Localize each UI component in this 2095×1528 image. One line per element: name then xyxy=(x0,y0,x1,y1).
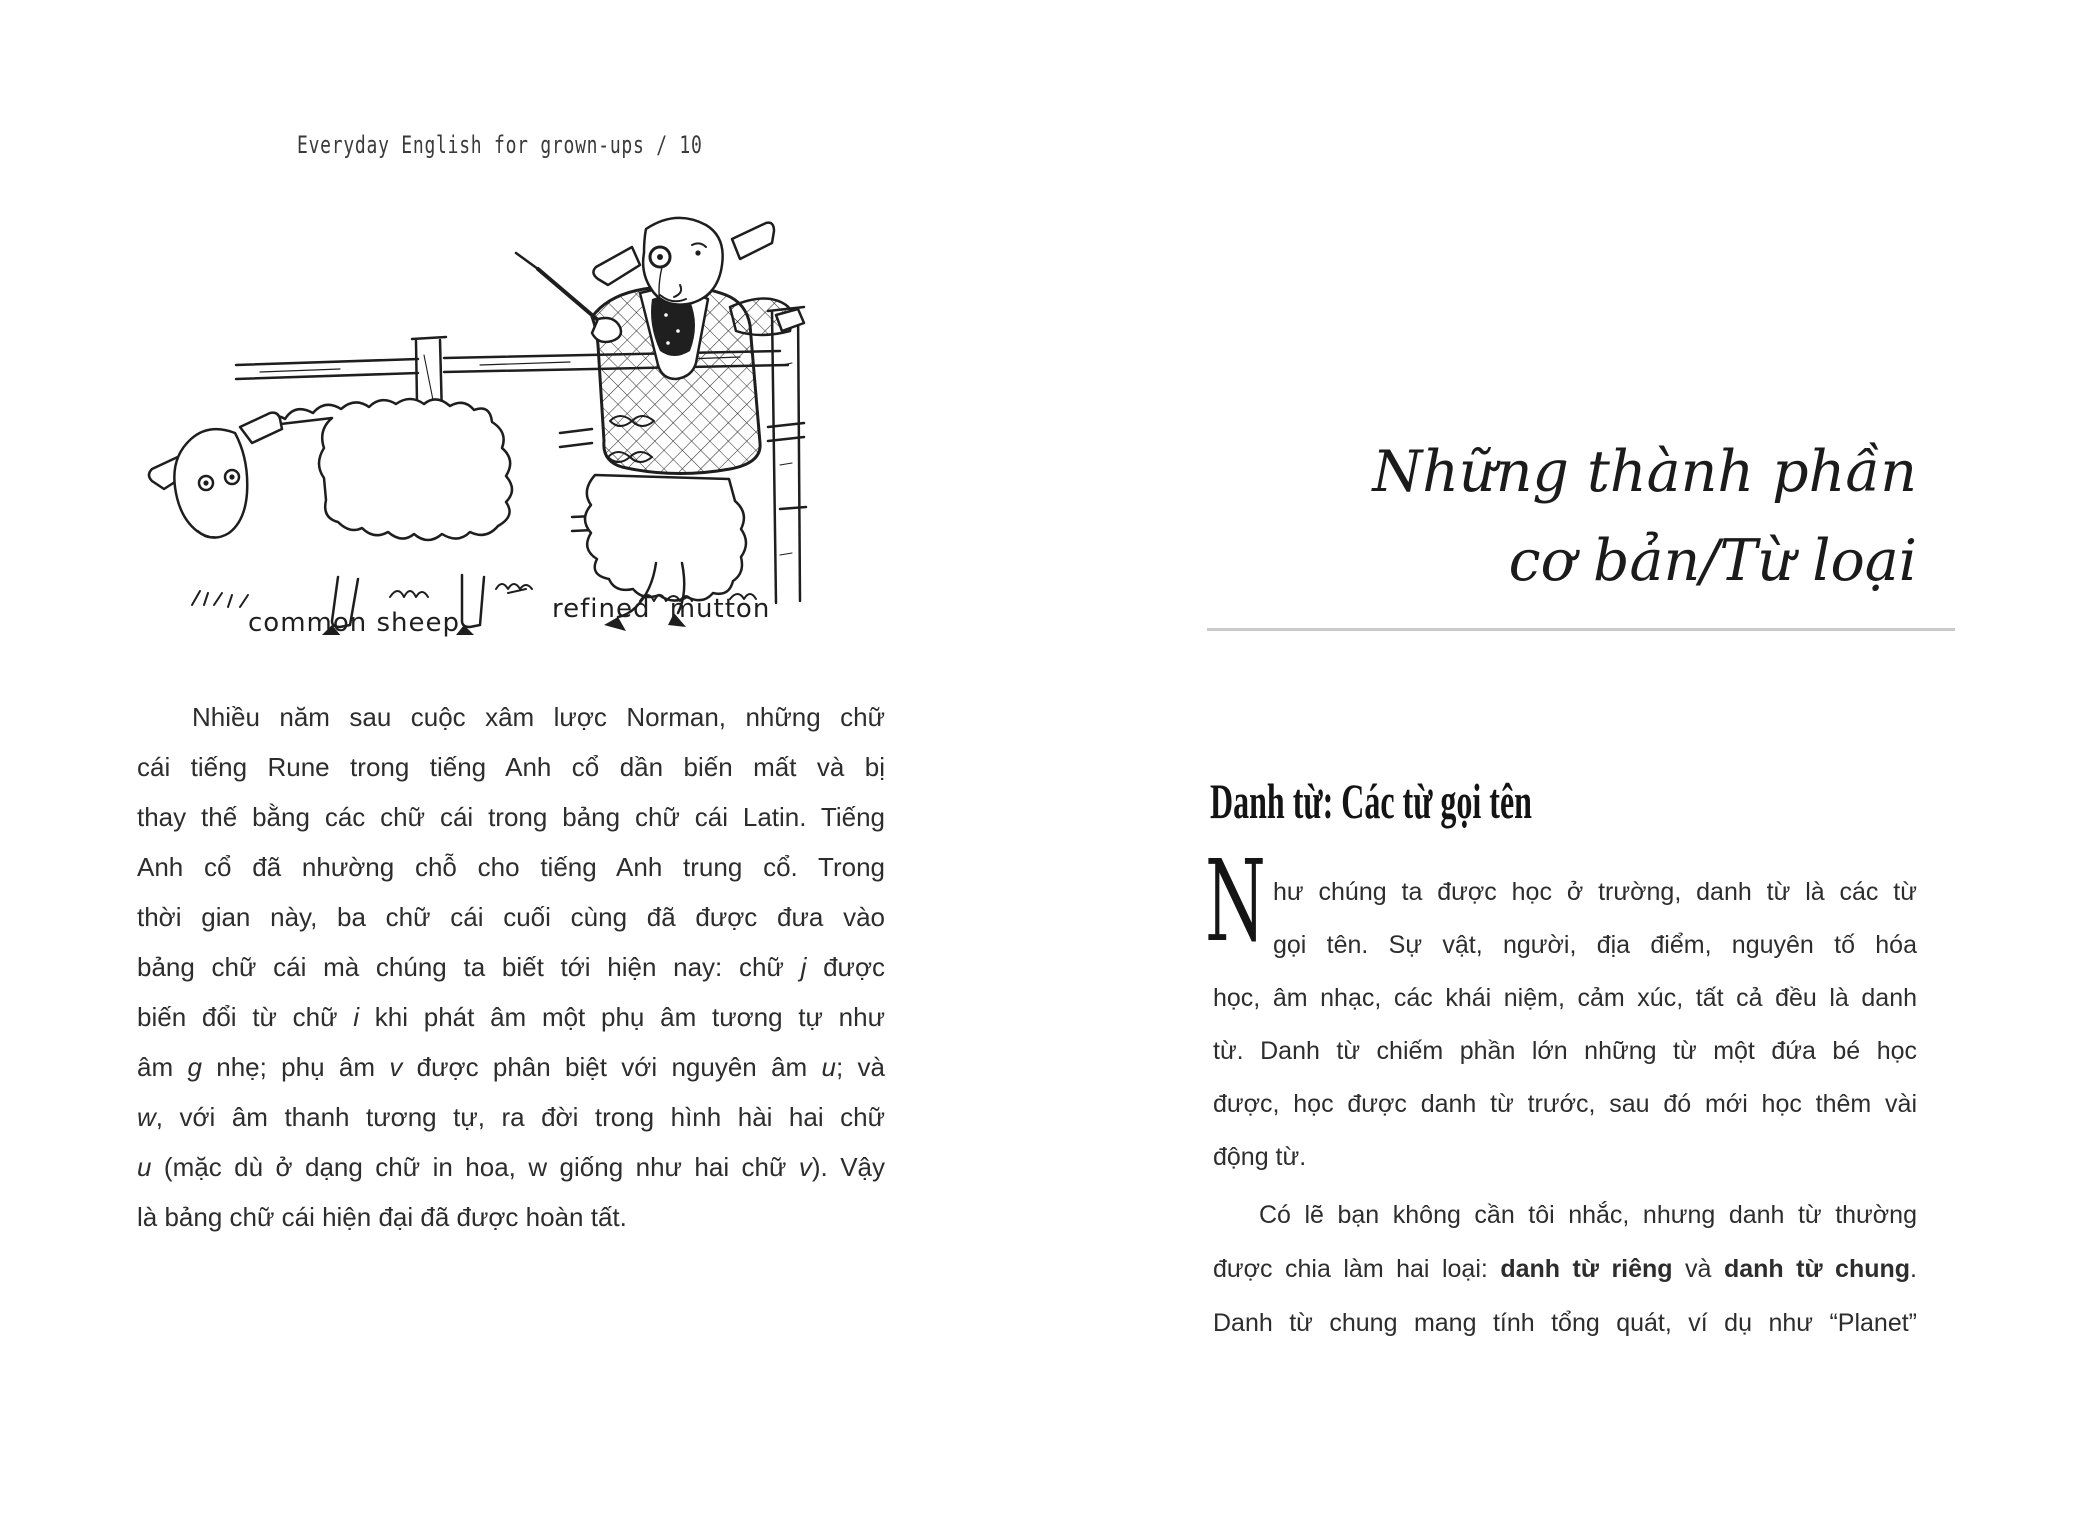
sheep-cartoon-illustration xyxy=(140,165,815,635)
text-segment: . xyxy=(1910,1255,1917,1283)
common-sheep-figure xyxy=(149,399,512,635)
text-segment: w xyxy=(137,1102,156,1132)
text-line: Anh cổ đã nhường chỗ cho tiếng Anh trung cổ. Trong xyxy=(137,852,885,882)
text-segment: danh từ chung xyxy=(1723,1255,1911,1283)
chapter-title xyxy=(1213,428,1917,606)
text-segment: âm xyxy=(137,1052,188,1082)
title-divider-rule xyxy=(1207,628,1955,631)
text-line: cái tiếng Rune trong tiếng Anh cổ dần biến mất và bị xyxy=(137,752,885,782)
text-segment: bảng chữ cái mà chúng ta biết tới hiện nay: chữ xyxy=(137,952,801,982)
text-line xyxy=(137,1092,885,1142)
left-page-paragraph xyxy=(137,692,885,1242)
text-segment: ; và xyxy=(836,1052,886,1082)
text-line: Có lẽ bạn không cần tôi nhắc, nhưng danh từ thường xyxy=(1259,1201,1917,1229)
text-segment: ). Vậy xyxy=(811,1152,885,1182)
text-line: thay thế bằng các chữ cái trong bảng chữ cái Latin. Tiếng xyxy=(137,802,885,832)
text-segment: u xyxy=(137,1152,152,1182)
text-line: học, âm nhạc, các khái niệm, cảm xúc, tất cả đều là danh xyxy=(1213,984,1917,1012)
text-line xyxy=(137,1042,885,1092)
caption-common-sheep: common sheep xyxy=(248,608,461,638)
text-line xyxy=(137,942,885,992)
text-line: từ. Danh từ chiếm phần lớn những từ một đứa bé học xyxy=(1213,1037,1917,1065)
text-line: động từ. xyxy=(1213,1143,1307,1171)
text-line: cơ bản/Từ loại xyxy=(1508,528,1917,594)
text-line: Danh từ chung mang tính tổng quát, ví dụ như “Planet” xyxy=(1213,1309,1917,1337)
text-line xyxy=(137,1142,885,1192)
text-segment: biến đổi từ chữ xyxy=(137,1002,354,1032)
text-segment: (mặc dù ở dạng chữ in hoa, w giống như hai chữ xyxy=(151,1152,799,1182)
text-segment: được phân biệt với nguyên âm xyxy=(402,1052,822,1082)
text-line: được, học được danh từ trước, sau đó mới học thêm vài xyxy=(1213,1090,1917,1118)
dropcap-letter: N xyxy=(1205,837,1266,967)
text-line: thời gian này, ba chữ cái cuối cùng đã được đưa vào xyxy=(137,902,885,932)
text-segment: được chia làm hai loại: xyxy=(1213,1255,1501,1283)
text-line xyxy=(137,992,885,1042)
text-segment: được xyxy=(806,952,885,982)
text-segment: j xyxy=(800,952,807,982)
text-segment: i xyxy=(353,1002,360,1032)
sheep-cartoon-svg xyxy=(140,165,815,635)
text-line: Nhiều năm sau cuộc xâm lược Norman, những chữ xyxy=(192,702,885,732)
text-segment: danh từ riêng xyxy=(1500,1255,1673,1283)
section-heading: Danh từ: Các từ gọi tên xyxy=(1210,773,1532,829)
text-segment: , với âm thanh tương tự, ra đời trong hình hài hai chữ xyxy=(155,1102,885,1132)
page-header: Everyday English for grown-ups / 10 xyxy=(297,131,703,159)
caption-refined-mutton: refined mutton xyxy=(552,594,771,624)
text-line: hư chúng ta được học ở trường, danh từ là các từ xyxy=(1273,878,1917,906)
text-line: là bảng chữ cái hiện đại đã được hoàn tất. xyxy=(137,1202,627,1232)
text-line: gọi tên. Sự vật, người, địa điểm, nguyên tố hóa xyxy=(1273,931,1917,959)
text-segment: g xyxy=(187,1052,202,1082)
right-page-paragraph-1 xyxy=(1213,866,1917,1184)
text-segment: u xyxy=(821,1052,836,1082)
refined-mutton-figure xyxy=(516,218,804,631)
text-segment: v xyxy=(389,1052,403,1082)
text-segment: nhẹ; phụ âm xyxy=(201,1052,390,1082)
text-segment: và xyxy=(1672,1255,1724,1283)
text-line xyxy=(1213,1242,1917,1296)
right-page-paragraph-2 xyxy=(1213,1188,1917,1350)
text-line: Những thành phần xyxy=(1372,439,1917,505)
text-segment: v xyxy=(798,1152,812,1182)
text-segment: khi phát âm một phụ âm tương tự như xyxy=(359,1002,885,1032)
